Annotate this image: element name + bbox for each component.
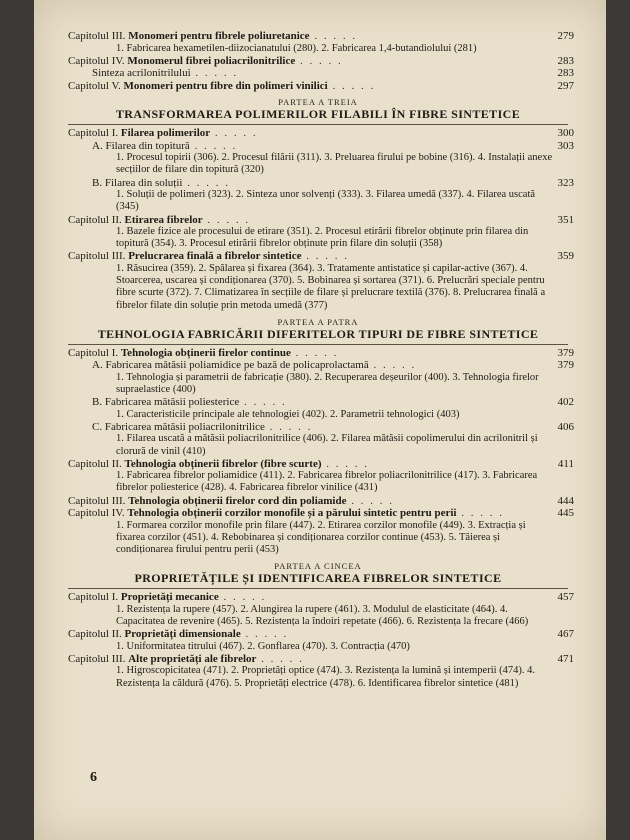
section-list: 1. Caracteristicile principale ale tehnologiei (402). 2. Parametrii tehnologici (403) <box>116 408 460 420</box>
dot-leader: . . . . . <box>368 359 417 372</box>
entry-label: B. <box>92 396 103 409</box>
dot-leader: . . . . . <box>202 213 251 226</box>
section-list: 1. Fabricarea fibrelor poliamidice (411). 2. Fabricarea fibrelor poliacrilonitrilice (417). 3. Fabricarea fibrelor poliesterice (428). 4. Fabricarea fibrelor vinilice (431) <box>116 470 538 494</box>
chapter-entry <box>68 30 574 43</box>
section-list: 1. Formarea corzilor monofile prin filare (447). 2. Etirarea corzilor monofile (449). 3. Extracția și fixarea corzilor (451). 4. Rebobinarea și condiționarea corzilor continue (453). 5. Tăierea și condiționarea firului pentru perii (453) <box>116 519 526 556</box>
dot-leader: . . . . . <box>239 396 287 409</box>
dot-leader: . . . . . <box>346 494 394 507</box>
chapter-entry <box>68 213 574 227</box>
section-list: 1. Tehnologia și parametrii de fabricație (380). 2. Recuperarea deșeurilor (400). 3. Tehnologia firelor supraelastice (400) <box>116 371 539 395</box>
entry-title: Filarea din topitură <box>105 139 190 152</box>
entry-label: Capitolul III. <box>68 652 126 665</box>
chapter-entry <box>68 591 574 604</box>
subsection-entry <box>68 67 574 80</box>
dot-leader: . . . . . <box>456 507 504 520</box>
chapter-entry <box>68 127 574 140</box>
entry-page-number: 379 <box>557 359 574 372</box>
dot-leader: . . . . . <box>256 652 304 665</box>
page-number: 6 <box>90 770 97 785</box>
section-list: 1. Higroscopicitatea (471). 2. Proprietăți optice (474). 3. Rezistența la lumină și intemperii (474). 4. Rezistența la căldură (476). 5. Proprietăți electrice (478). 6. Identificarea fibrelor sintetice (481) <box>116 665 536 689</box>
entry-page-number: 411 <box>557 457 574 470</box>
entry-title: Fabricarea mătăsii poliesterice <box>104 396 240 409</box>
dot-leader: . . . . . <box>327 79 376 92</box>
chapter-entry <box>68 250 574 263</box>
entry-label: Capitolul III. <box>68 30 126 42</box>
chapter-entry <box>68 346 574 360</box>
part-title: TRANSFORMAREA POLIMERILOR FILABILI ÎN FIBRE SINTETICE <box>115 107 521 122</box>
entry-page-number: 300 <box>557 127 574 140</box>
entry-title: Prelucrarea finală a fibrelor sintetice <box>128 250 302 263</box>
dot-leader: . . . . . <box>190 67 239 80</box>
dot-leader: . . . . . <box>264 420 313 433</box>
entry-page-number: 297 <box>557 79 574 92</box>
dot-leader: . . . . . <box>290 346 339 359</box>
entry-label: A. <box>92 139 103 152</box>
entry-page-number: 279 <box>557 30 574 42</box>
dot-leader: . . . . . <box>210 127 258 140</box>
entry-page-number: 467 <box>557 628 574 641</box>
entry-title: Etirarea fibrelor <box>124 213 203 226</box>
entry-page-number: 402 <box>557 396 574 409</box>
entry-page-number: 283 <box>557 67 574 80</box>
subsection-entry <box>68 420 574 434</box>
entry-title: Alte proprietăți ale fibrelor <box>128 652 257 665</box>
entry-page-number: 379 <box>557 346 574 359</box>
part-label: PARTEA A PATRA <box>277 316 359 327</box>
entry-title: Fabricarea mătăsii poliacrilonitrilice <box>104 420 265 433</box>
section-list: 1. Uniformitatea titrului (467). 2. Gonflarea (470). 3. Contracția (470) <box>116 640 410 652</box>
dot-leader: . . . . . <box>301 250 349 263</box>
dot-leader: . . . . . <box>295 54 343 67</box>
entry-page-number: 303 <box>557 139 574 152</box>
entry-page-number: 444 <box>557 494 574 507</box>
entry-title: Fabricarea mătăsii poliamidice pe bază de policaprolactamă <box>105 359 369 372</box>
entry-title: Tehnologia obținerii firelor cord din poliamide <box>128 494 347 507</box>
entry-title: Monomerul fibrei poliacrilonitrilice <box>127 54 296 67</box>
part-label: PARTEA A CINCEA <box>274 561 362 572</box>
dot-leader: . . . . . <box>189 139 238 152</box>
entry-page-number: 457 <box>557 591 574 604</box>
entry-page-number: 445 <box>557 507 574 520</box>
entry-label: Capitolul III. <box>68 494 126 507</box>
dot-leader: . . . . . <box>321 457 369 470</box>
entry-label: Capitolul III. <box>68 250 126 263</box>
dot-leader: . . . . . <box>240 628 289 641</box>
entry-page-number: 471 <box>557 652 574 665</box>
entry-page-number: 323 <box>557 176 574 189</box>
subsection-entry <box>68 359 574 372</box>
part-title: PROPRIETĂȚILE ȘI IDENTIFICAREA FIBRELOR SINTETICE <box>134 571 502 586</box>
section-list: 1. Fabricarea hexametilen-diizocianatului (280). 2. Fabricarea 1,4-butandiolului (281) <box>116 42 477 54</box>
entry-title: Proprietăți mecanice <box>120 591 219 604</box>
dot-leader: . . . . . <box>309 30 358 42</box>
entry-label: Capitolul II. <box>68 628 122 641</box>
dot-leader: . . . . . <box>218 591 267 604</box>
chapter-entry <box>68 79 574 93</box>
entry-label: C. <box>92 420 103 433</box>
section-list: 1. Filarea uscată a mătăsii poliacrilonitrilice (406). 2. Filarea mătăsii copolimerului din acrilonitril și clorură de vinil (410) <box>116 433 538 457</box>
entry-label: Capitolul II. <box>68 457 122 470</box>
table-of-contents <box>68 30 574 690</box>
section-list: 1. Rezistența la rupere (457). 2. Alungirea la rupere (461). 3. Modulul de elasticitate (464). 4. Capacitatea de revenire (465). 5. Rezistența la îndoiri repetate (466). 6. Rezistența la frecare (466) <box>116 603 529 627</box>
entry-title: Tehnologia obținerii fibrelor (fibre scurte) <box>124 457 322 470</box>
entry-label: B. <box>92 176 103 189</box>
entry-title: Filarea polimerilor <box>120 127 211 140</box>
entry-label: Capitolul IV. <box>68 54 125 67</box>
entry-title: Monomeri pentru fibre din polimeri vinilici <box>123 79 328 92</box>
entry-title: Monomeri pentru fibrele poliuretanice <box>128 30 310 42</box>
chapter-entry <box>68 494 574 508</box>
part-title: TEHNOLOGIA FABRICĂRII DIFERITELOR TIPURI DE FIBRE SINTETICE <box>97 326 539 341</box>
entry-page-number: 351 <box>557 213 574 226</box>
entry-label: Capitolul II. <box>68 213 122 226</box>
entry-label: Capitolul IV. <box>68 507 125 520</box>
entry-title: Tehnologia obținerii firelor continue <box>120 346 291 359</box>
entry-title: Filarea din soluții <box>104 176 183 189</box>
divider <box>68 588 568 589</box>
book-page <box>34 0 606 840</box>
entry-title: Sinteza acrilonitrilului <box>92 67 191 80</box>
entry-title: Tehnologia obținerii corzilor monofile și a părului sintetic pentru perii <box>127 507 457 520</box>
entry-page-number: 406 <box>557 420 574 433</box>
section-list: 1. Bazele fizice ale procesului de etirare (351). 2. Procesul etirării fibrelor obținute prin filarea din topitură (354). 3. Procesul etirării fibrelor obținute prin filare din soluții (358) <box>116 226 529 250</box>
section-list: 1. Răsucirea (359). 2. Spălarea și fixarea (364). 3. Tratamente antistatice și capilar-active (367). 4. Stoarcerea, uscarea și condiționarea (370). 5. Bobinarea și sortarea (371). 6. Prelucrări speciale pentru fibre scurte (372). 7. Climatizarea în secțiile de filare și prelucrare textilă (376). 8. Prelucrarea finală a fibrelor filate din soluție prin metoda umedă (377) <box>116 262 546 311</box>
entry-title: Proprietăți dimensionale <box>124 628 241 641</box>
entry-label: Capitolul V. <box>68 79 121 92</box>
subsection-entry <box>68 396 574 409</box>
chapter-entry <box>68 507 574 520</box>
subsection-entry <box>68 176 574 190</box>
part-label: PARTEA A TREIA <box>278 97 358 108</box>
dot-leader: . . . . . <box>182 176 230 189</box>
subsection-entry <box>68 139 574 153</box>
chapter-entry <box>68 652 574 666</box>
divider <box>68 344 568 345</box>
divider <box>68 124 568 125</box>
entry-label: Capitolul I. <box>68 346 119 359</box>
chapter-entry <box>68 628 574 641</box>
chapter-entry <box>68 457 574 471</box>
section-list: 1. Procesul topirii (306). 2. Procesul filării (311). 3. Preluarea firului pe bobine (316). 4. Instalații anexe secțiilor de filare din topitură (320) <box>116 152 553 176</box>
entry-label: A. <box>92 359 103 372</box>
entry-page-number: 359 <box>557 250 574 263</box>
chapter-entry <box>68 54 574 68</box>
section-list: 1. Soluții de polimeri (323). 2. Sinteza unor solvenți (333). 3. Filarea umedă (337). 4. Filarea uscată (345) <box>116 189 536 213</box>
entry-page-number: 283 <box>557 54 574 67</box>
entry-label: Capitolul I. <box>68 127 119 140</box>
entry-label: Capitolul I. <box>68 591 119 604</box>
